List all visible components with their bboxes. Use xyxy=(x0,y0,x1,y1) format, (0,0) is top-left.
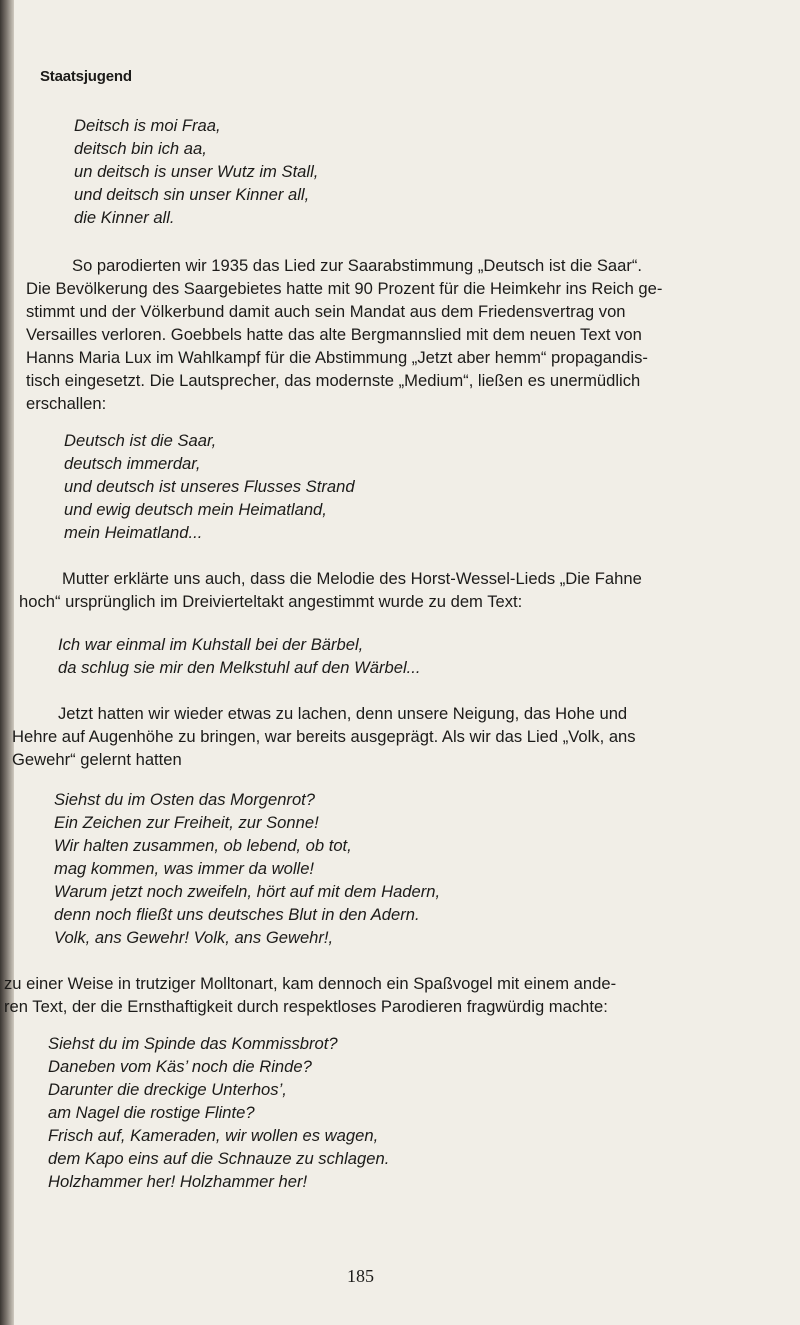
verse-line: deitsch bin ich aa, xyxy=(74,139,207,158)
paragraph-line: zu einer Weise in trutziger Molltonart, kam dennoch ein Spaßvogel mit einem ande- xyxy=(4,974,617,993)
paragraph-line: Versailles verloren. Goebbels hatte das alte Bergmannslied mit dem neuen Text von xyxy=(26,325,642,344)
verse-line: denn noch fließt uns deutsches Blut in den Adern. xyxy=(54,905,420,924)
verse-line: Daneben vom Käs’ noch die Rinde? xyxy=(48,1057,312,1076)
paragraph-line: Jetzt hatten wir wieder etwas zu lachen, denn unsere Neigung, das Hohe und xyxy=(58,704,628,723)
paragraph-line: Mutter erklärte uns auch, dass die Melodie des Horst-Wessel-Lieds „Die Fahne xyxy=(62,569,642,588)
verse-line: mein Heimatland... xyxy=(64,523,203,542)
verse-line: Volk, ans Gewehr! Volk, ans Gewehr!, xyxy=(54,928,334,947)
verse-line: deutsch immerdar, xyxy=(64,454,201,473)
verse-line: Siehst du im Spinde das Kommissbrot? xyxy=(48,1034,338,1053)
verse-line: mag kommen, was immer da wolle! xyxy=(54,859,315,878)
verse-line: Deitsch is moi Fraa, xyxy=(74,116,221,135)
verse-line: Wir halten zusammen, ob lebend, ob tot, xyxy=(54,836,352,855)
verse-line: un deitsch is unser Wutz im Stall, xyxy=(74,162,319,181)
paragraph-line: ren Text, der die Ernsthaftigkeit durch respektloses Parodieren fragwürdig machte: xyxy=(4,997,608,1016)
paragraph-line: So parodierten wir 1935 das Lied zur Saarabstimmung „Deutsch ist die Saar“. xyxy=(72,256,643,275)
verse-line: und ewig deutsch mein Heimatland, xyxy=(64,500,327,519)
page-number: 185 xyxy=(347,1266,374,1286)
verse-line: am Nagel die rostige Flinte? xyxy=(48,1103,255,1122)
paragraph-line: Hanns Maria Lux im Wahlkampf für die Abstimmung „Jetzt aber hemm“ propagandis- xyxy=(26,348,648,367)
verse-line: da schlug sie mir den Melkstuhl auf den Wärbel... xyxy=(58,658,421,677)
paragraph-line: Hehre auf Augenhöhe zu bringen, war bereits ausgeprägt. Als wir das Lied „Volk, ans xyxy=(12,727,636,746)
verse-line: Deutsch ist die Saar, xyxy=(64,431,217,450)
section-heading: Staatsjugend xyxy=(40,68,132,85)
verse-line: die Kinner all. xyxy=(74,208,175,227)
verse-line: Darunter die dreckige Unterhos’, xyxy=(48,1080,287,1099)
paragraph-line: erschallen: xyxy=(26,394,107,413)
verse-line: Siehst du im Osten das Morgenrot? xyxy=(54,790,316,809)
verse-line: Ich war einmal im Kuhstall bei der Bärbel, xyxy=(58,635,364,654)
verse-line: Warum jetzt noch zweifeln, hört auf mit dem Hadern, xyxy=(54,882,441,901)
verse-line: Ein Zeichen zur Freiheit, zur Sonne! xyxy=(54,813,319,832)
paragraph-line: Gewehr“ gelernt hatten xyxy=(12,750,182,769)
paragraph-line: hoch“ ursprünglich im Dreivierteltakt angestimmt wurde zu dem Text: xyxy=(19,592,523,611)
paragraph-line: tisch eingesetzt. Die Lautsprecher, das modernste „Medium“, ließen es unermüdlich xyxy=(26,371,641,390)
verse-line: dem Kapo eins auf die Schnauze zu schlagen. xyxy=(48,1149,390,1168)
paragraph-line: stimmt und der Völkerbund damit auch sein Mandat aus dem Friedensvertrag von xyxy=(26,302,626,321)
paragraph-line: Die Bevölkerung des Saargebietes hatte mit 90 Prozent für die Heimkehr ins Reich ge- xyxy=(26,279,663,298)
verse-line: Holzhammer her! Holzhammer her! xyxy=(48,1172,308,1191)
verse-line: und deutsch ist unseres Flusses Strand xyxy=(64,477,355,496)
verse-line: Frisch auf, Kameraden, wir wollen es wagen, xyxy=(48,1126,379,1145)
verse-line: und deitsch sin unser Kinner all, xyxy=(74,185,310,204)
